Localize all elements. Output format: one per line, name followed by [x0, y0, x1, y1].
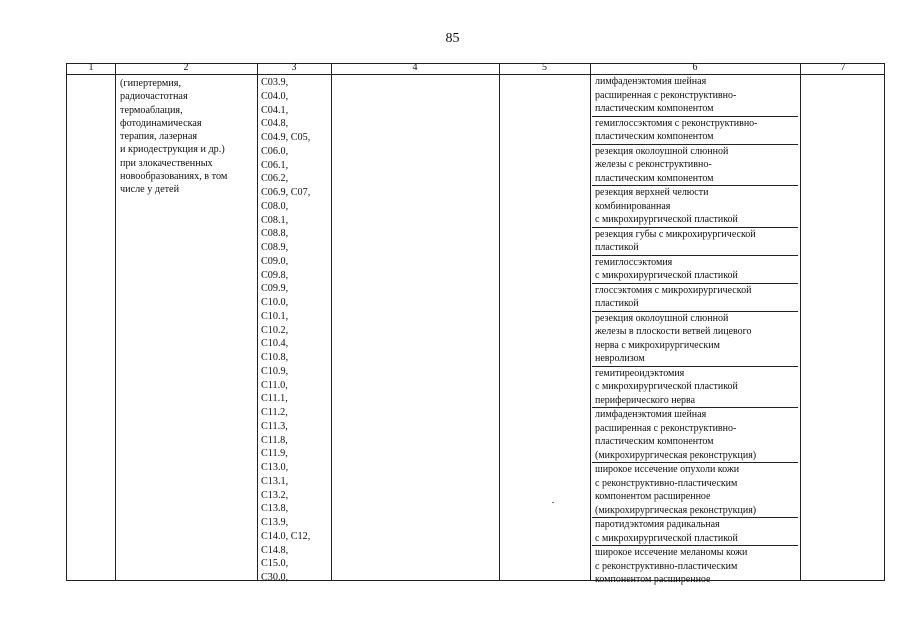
- procedure-line: компонентом расширенное: [595, 574, 711, 585]
- procedure-line: резекция верхней челюсти: [595, 187, 709, 198]
- header-col-5: 5: [542, 62, 547, 73]
- icd-code: C06.0,: [261, 145, 289, 157]
- procedure-line: комбинированная: [595, 200, 671, 212]
- procedure-line: пластикой: [595, 298, 639, 309]
- icd-code: C15.0,: [261, 558, 289, 570]
- procedure-line: (микрохирургическая реконструкция): [595, 449, 757, 461]
- procedure-cell: [592, 284, 798, 312]
- description-line: числе у детей: [120, 184, 180, 196]
- procedure-cell: [592, 546, 798, 587]
- header-row: [67, 64, 884, 75]
- procedure-line: резекция околоушной слюнной: [595, 145, 729, 157]
- icd-code-list: [261, 76, 331, 585]
- icd-code: C04.8,: [261, 118, 289, 130]
- procedure-cell: [592, 256, 798, 284]
- icd-code: C09.0,: [261, 255, 289, 267]
- procedure-line: резекция губы с микрохирургической: [595, 228, 756, 240]
- icd-code: C08.1,: [261, 214, 289, 226]
- procedure-line: гемиглоссэктомия: [595, 256, 673, 268]
- procedure-line: пластическим компонентом: [595, 436, 714, 447]
- icd-code: C08.8,: [261, 228, 289, 240]
- icd-code: C08.0,: [261, 200, 289, 212]
- procedure-line: пластическим компонентом: [595, 131, 714, 142]
- procedure-cell: [592, 367, 798, 409]
- icd-code: C06.1,: [261, 159, 289, 171]
- description-line: терапия, лазерная: [120, 131, 198, 143]
- icd-code: C14.8,: [261, 544, 289, 556]
- icd-code: C11.1,: [261, 393, 288, 405]
- icd-code: C13.9,: [261, 517, 289, 528]
- icd-code: C10.2,: [261, 324, 289, 336]
- icd-code: C09.9,: [261, 283, 289, 295]
- procedure-line: широкое иссечение опухоли кожи: [595, 464, 740, 475]
- icd-code: C10.4,: [261, 338, 289, 350]
- procedure-cell: [592, 228, 798, 256]
- icd-code: C13.8,: [261, 503, 289, 515]
- header-col-6: 6: [692, 62, 698, 73]
- icd-code: C06.9, C07,: [261, 187, 311, 198]
- procedure-line: невролизом: [595, 353, 645, 364]
- icd-code: C13.0,: [261, 462, 289, 473]
- icd-code: C08.9,: [261, 242, 289, 253]
- procedure-line: с микрохирургической пластикой: [595, 381, 738, 392]
- description-line: радиочастотная: [120, 91, 188, 103]
- procedure-line: железы с реконструктивно-: [595, 159, 712, 170]
- procedure-line: с реконструктивно-пластическим: [595, 560, 738, 572]
- procedure-cell: [592, 75, 798, 117]
- column-divider: [590, 64, 591, 580]
- icd-code: C10.9,: [261, 365, 289, 377]
- icd-code: C10.0,: [261, 297, 289, 308]
- column-divider: [499, 64, 500, 580]
- icd-code: C11.2,: [261, 407, 288, 418]
- icd-code: C04.0,: [261, 90, 289, 102]
- procedure-line: гемиглоссэктомия с реконструктивно-: [595, 117, 758, 129]
- icd-code: C11.0,: [261, 379, 288, 391]
- procedure-line: глоссэктомия с микрохирургической: [595, 284, 752, 296]
- procedure-line: расширенная с реконструктивно-: [595, 89, 737, 101]
- procedure-line: пластикой: [595, 242, 639, 253]
- procedure-line: с реконструктивно-пластическим: [595, 477, 738, 489]
- page-number: 85: [445, 31, 460, 46]
- description-line: при злокачественных: [120, 157, 213, 169]
- procedure-line: железы в плоскости ветвей лицевого: [595, 326, 752, 337]
- procedure-cell: [592, 145, 798, 187]
- icd-code: C04.9, C05,: [261, 132, 311, 143]
- procedure-line: расширенная с реконструктивно-: [595, 422, 737, 434]
- procedure-line: компонентом расширенное: [595, 491, 711, 502]
- icd-code: C13.1,: [261, 475, 289, 487]
- icd-code: C30.0,: [261, 572, 289, 583]
- procedure-line: нерва с микрохирургическим: [595, 339, 720, 351]
- icd-code: C11.8,: [261, 434, 288, 446]
- header-col-3: 3: [291, 62, 297, 73]
- procedure-cell: [592, 518, 798, 546]
- procedure-line: с микрохирургической пластикой: [595, 270, 738, 281]
- procedure-line: гемитиреоидэктомия: [595, 367, 685, 379]
- icd-code: C14.0, C12,: [261, 530, 311, 542]
- procedure-line: лимфаденэктомия шейная: [595, 76, 707, 87]
- icd-code: C03.9,: [261, 77, 289, 88]
- header-col-1: 1: [88, 62, 94, 73]
- procedure-line: пластическим компонентом: [595, 172, 714, 184]
- icd-code: C04.1,: [261, 104, 289, 116]
- column-divider: [115, 64, 116, 580]
- description-line: (гипертермия,: [120, 78, 182, 89]
- icd-code: C06.2,: [261, 173, 289, 185]
- procedure-line: периферического нерва: [595, 394, 696, 406]
- scan-speck: [552, 502, 554, 503]
- description-line: и криодеструкция и др.): [120, 144, 225, 156]
- icd-code: C11.9,: [261, 448, 288, 460]
- header-col-7: 7: [840, 62, 846, 73]
- description-line: термоаблация,: [120, 104, 183, 116]
- column-divider: [800, 64, 801, 580]
- procedure-line: пластическим компонентом: [595, 103, 714, 114]
- procedure-cell: [592, 408, 798, 463]
- icd-code: C10.8,: [261, 352, 289, 363]
- treatment-description: [120, 77, 260, 197]
- procedure-line: широкое иссечение меланомы кожи: [595, 547, 748, 558]
- procedure-line: лимфаденэктомия шейная: [595, 409, 707, 420]
- procedure-list: [592, 75, 798, 587]
- procedure-cell: [592, 117, 798, 145]
- procedure-cell: [592, 463, 798, 518]
- icd-code: C10.1,: [261, 310, 289, 322]
- icd-code: C11.3,: [261, 420, 288, 432]
- description-line: новообразованиях, в том: [120, 171, 228, 183]
- header-col-2: 2: [183, 62, 189, 73]
- icd-code: C13.2,: [261, 489, 289, 501]
- procedure-line: резекция околоушной слюнной: [595, 312, 729, 324]
- procedure-line: с микрохирургической пластикой: [595, 532, 738, 544]
- header-col-4: 4: [412, 62, 418, 73]
- procedure-cell: [592, 312, 798, 367]
- procedure-cell: [592, 186, 798, 228]
- description-line: фотодинамическая: [120, 117, 202, 129]
- procedure-line: паротидэктомия радикальная: [595, 519, 720, 530]
- column-divider: [331, 64, 332, 580]
- procedure-line: (микрохирургическая реконструкция): [595, 504, 757, 516]
- procedure-line: с микрохирургической пластикой: [595, 214, 738, 225]
- procedures-table: [66, 62, 885, 585]
- icd-code: C09.8,: [261, 269, 289, 281]
